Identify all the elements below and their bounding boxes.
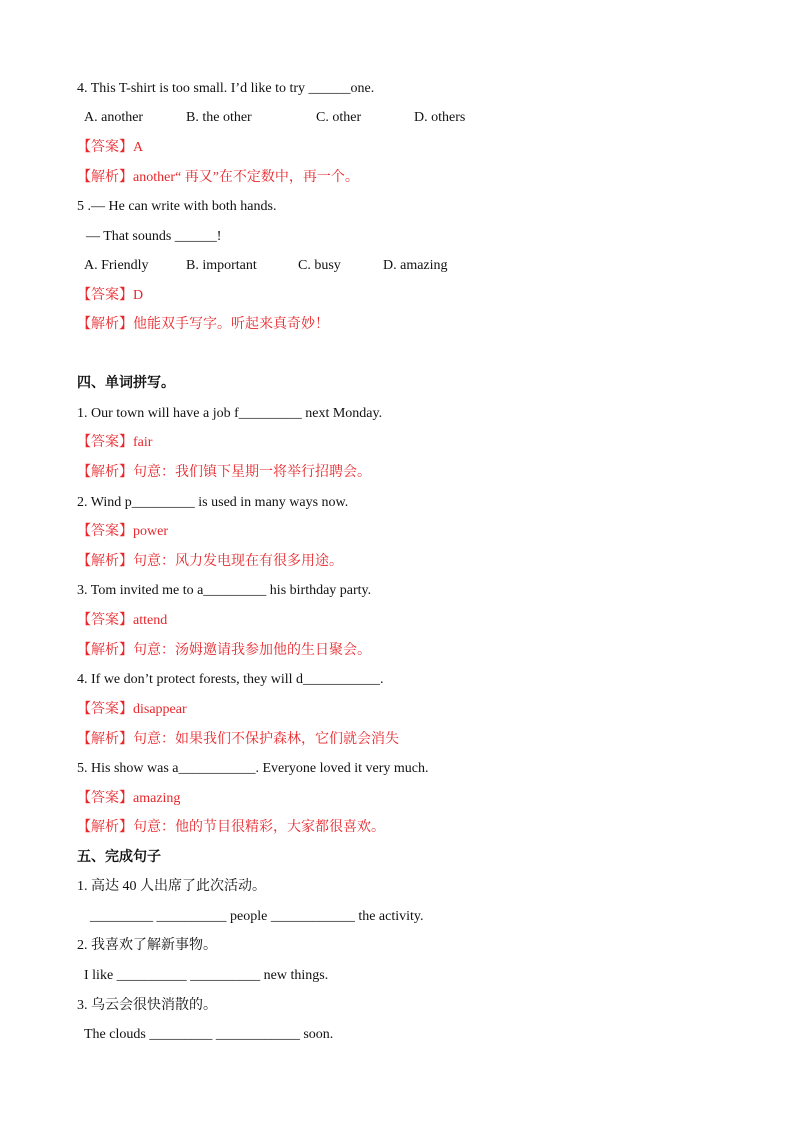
q5-option-c: C. busy <box>298 258 341 273</box>
spelling-analysis-4: 【解析】句意：如果我们不保护森林，它们就会消失 <box>77 732 399 747</box>
spelling-question-4: 4. If we don’t protect forests, they will d___________. <box>77 672 384 687</box>
spelling-question-5: 5. His show was a___________. Everyone loved it very much. <box>77 761 429 776</box>
question-5-text: 5 .— He can write with both hands. <box>77 199 277 214</box>
spelling-question-1: 1. Our town will have a job f_________ next Monday. <box>77 406 383 421</box>
q4-option-b: B. the other <box>186 110 252 125</box>
spelling-answer-4: 【答案】disappear <box>77 702 187 717</box>
spelling-question-2: 2. Wind p_________ is used in many ways now. <box>77 495 349 510</box>
spelling-answer-2: 【答案】power <box>77 524 168 539</box>
sentence-prompt-2: 2. 我喜欢了解新事物。 <box>77 938 217 953</box>
q5-option-d: D. amazing <box>383 258 448 273</box>
section-4-heading: 四、单词拼写。 <box>77 376 175 391</box>
spelling-answer-1: 【答案】fair <box>77 435 153 450</box>
spelling-analysis-3: 【解析】句意：汤姆邀请我参加他的生日聚会。 <box>77 643 371 658</box>
section-5-heading: 五、完成句子 <box>77 850 161 865</box>
q4-option-a: A. another <box>84 110 144 125</box>
question-5-reply: — That sounds ______! <box>86 229 222 244</box>
q4-option-d: D. others <box>414 110 466 125</box>
q4-answer: 【答案】A <box>77 140 144 155</box>
spelling-analysis-2: 【解析】句意：风力发电现在有很多用途。 <box>77 554 343 569</box>
q5-option-a: A. Friendly <box>84 258 149 273</box>
sentence-blank-3: The clouds _________ ____________ soon. <box>84 1027 334 1042</box>
q4-analysis: 【解析】another“ 再又”在不定数中，再一个。 <box>77 170 359 185</box>
spelling-question-3: 3. Tom invited me to a_________ his birthday party. <box>77 583 372 598</box>
q4-option-c: C. other <box>316 110 362 125</box>
q5-analysis: 【解析】他能双手写字。听起来真奇妙！ <box>77 317 329 332</box>
q5-answer: 【答案】D <box>77 288 144 303</box>
sentence-blank-2: I like __________ __________ new things. <box>84 968 329 983</box>
sentence-blank-1: _________ __________ people ____________ the activity. <box>90 909 424 924</box>
spelling-analysis-1: 【解析】句意：我们镇下星期一将举行招聘会。 <box>77 465 371 480</box>
spelling-answer-3: 【答案】attend <box>77 613 168 628</box>
sentence-prompt-1: 1. 高达 40 人出席了此次活动。 <box>77 879 266 894</box>
spelling-analysis-5: 【解析】句意：他的节目很精彩，大家都很喜欢。 <box>77 820 385 835</box>
q5-option-b: B. important <box>186 258 257 273</box>
spelling-answer-5: 【答案】amazing <box>77 791 181 806</box>
question-4-text: 4. This T-shirt is too small. I’d like to try ______one. <box>77 81 375 96</box>
sentence-prompt-3: 3. 乌云会很快消散的。 <box>77 998 217 1013</box>
